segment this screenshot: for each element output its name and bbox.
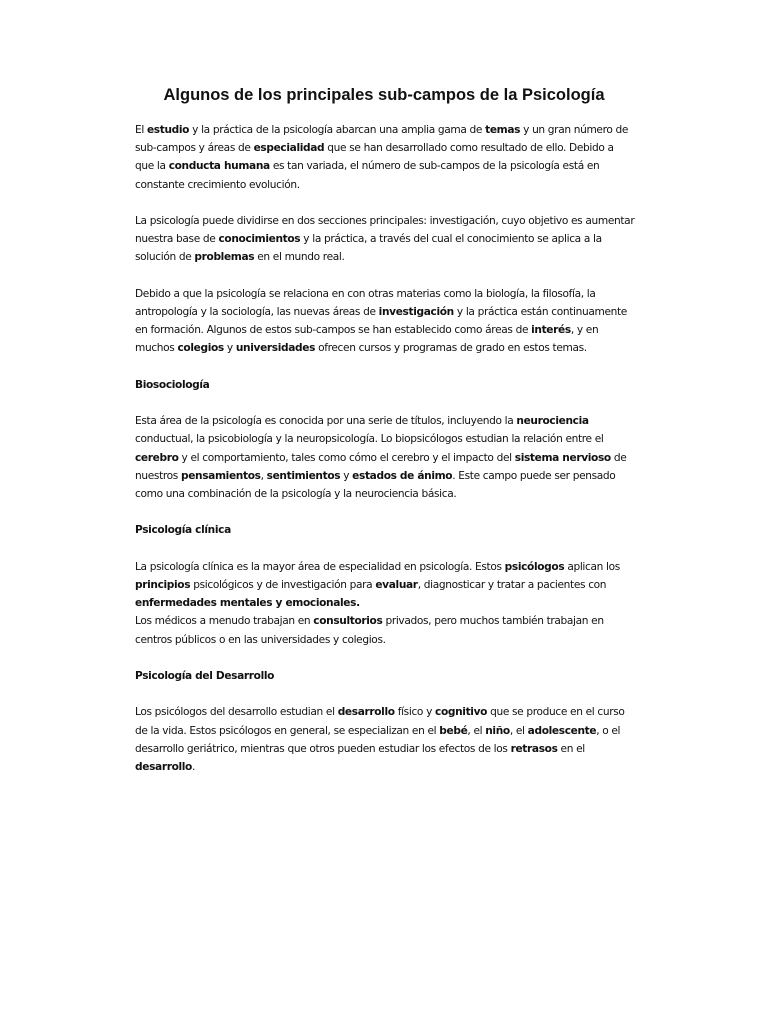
text-run: . (192, 760, 196, 773)
bold-term: niño (485, 724, 510, 737)
text-run: de nuestros (135, 451, 627, 482)
section-paragraph-psicologia-desarrollo (135, 703, 635, 776)
bold-term: estudio (146, 124, 190, 136)
document-body (135, 121, 635, 794)
bold-term: sentimientos (266, 469, 341, 482)
text-run: ofrecen cursos y programas de grado en estos temas. (315, 342, 587, 355)
text-run: , y en muchos (135, 324, 599, 355)
text-run: Los médicos a menudo trabajan en (135, 615, 314, 628)
text-run: y un gran número de sub-campos y áreas de (135, 124, 629, 155)
intro-paragraph-3 (135, 285, 635, 358)
text-run: y (340, 469, 353, 482)
bold-term: cerebro (135, 451, 179, 464)
text-run: y la práctica están continuamente en formación. Algunos de estos sub-campos se han establecido como áreas de (135, 306, 627, 337)
text-run: que se han desarrollado como resultado de ello. Debido a que la (135, 142, 614, 173)
text-run: , el (509, 724, 528, 737)
bold-term: problemas (194, 251, 255, 264)
bold-term: pensamientos (180, 469, 261, 482)
section-paragraph-biosociologia (135, 412, 635, 503)
text-run: que se produce en el curso de la vida. Estos psicólogos en general, se especializan en el (135, 706, 625, 737)
bold-term: bebé (439, 724, 468, 737)
bold-term: evaluar (375, 578, 418, 591)
section-heading-psicologia-clinica: Psicología clínica (135, 524, 231, 537)
intro-paragraph-1 (135, 121, 635, 194)
text-run: . Este campo puede ser pensado como una combinación de la psicología y la neurociencia básica. (135, 469, 616, 500)
text-run: y la práctica, a través del cual el conocimiento se aplica a la solución de (135, 233, 602, 264)
bold-term: desarrollo (337, 706, 395, 719)
text-run: , el (467, 724, 486, 737)
text-run: El (135, 124, 147, 136)
section-heading-psicologia-desarrollo: Psicología del Desarrollo (135, 669, 275, 682)
text-run: es tan variada, el número de sub-campos de la psicología está en constante crecimiento evolución. (135, 160, 600, 191)
text-run: , diagnosticar y tratar a pacientes con (417, 578, 607, 591)
text-run: Los psicólogos del desarrollo estudian el (135, 706, 338, 719)
bold-term: conducta humana (168, 160, 270, 173)
section-paragraph-psicologia-clinica (135, 558, 635, 649)
text-run: aplican los (564, 560, 620, 573)
text-run: y (223, 342, 236, 355)
text-run: y el comportamiento, tales como cómo el cerebro y el impacto del (178, 451, 515, 464)
bold-term: retrasos (510, 742, 558, 755)
bold-term: cognitivo (435, 706, 488, 719)
text-run: , o el desarrollo geriátrico, mientras que otros pueden estudiar los efectos de los (135, 724, 621, 755)
text-run: psicológicos y de investigación para (190, 578, 376, 591)
bold-term: investigación (378, 306, 454, 318)
bold-term: especialidad (253, 142, 325, 155)
bold-term: enfermedades mentales y emocionales. (135, 597, 360, 610)
text-run: privados, pero muchos también trabajan en centros públicos o en las universidades y colegios. (135, 615, 604, 646)
text-run: conductual, la psicobiología y la neuropsicología. Lo biopsicólogos estudian la relación entre el (135, 433, 604, 446)
bold-term: estados de ánimo (352, 469, 453, 482)
bold-term: colegios (177, 342, 224, 355)
bold-term: principios (135, 578, 191, 591)
section-heading-biosociologia: Biosociología (135, 378, 210, 391)
text-run: , (260, 469, 267, 482)
text-run: en el (557, 742, 585, 755)
bold-term: neurociencia (516, 415, 589, 428)
text-run: La psicología puede dividirse en dos secciones principales: investigación, cuyo objetivo es aumentar nuestra base de (135, 215, 635, 246)
bold-term: desarrollo (135, 760, 192, 773)
bold-term: consultorios (313, 615, 383, 628)
bold-term: universidades (235, 342, 316, 355)
text-run: La psicología clínica es la mayor área de especialidad en psicología. Estos (135, 560, 505, 573)
bold-term: interés (531, 324, 571, 337)
bold-term: psicólogos (504, 560, 565, 573)
text-run: y la práctica de la psicología abarcan una amplia gama de (189, 124, 486, 136)
page-title: Algunos de los principales sub-campos de la Psicología (163, 86, 605, 104)
text-run: Debido a que la psicología se relaciona en con otras materias como la biología, la filosofía, la antropología y la sociología, las nuevas áreas de (135, 287, 596, 318)
bold-term: adolescente (527, 724, 597, 737)
text-run: Esta área de la psicología es conocida por una serie de títulos, incluyendo la (135, 415, 517, 428)
bold-term: sistema nervioso (514, 451, 611, 464)
bold-term: temas (485, 124, 521, 136)
intro-paragraph-2 (135, 212, 635, 267)
text-run: físico y (394, 706, 436, 719)
text-run: en el mundo real. (254, 251, 345, 264)
bold-term: conocimientos (218, 233, 301, 246)
